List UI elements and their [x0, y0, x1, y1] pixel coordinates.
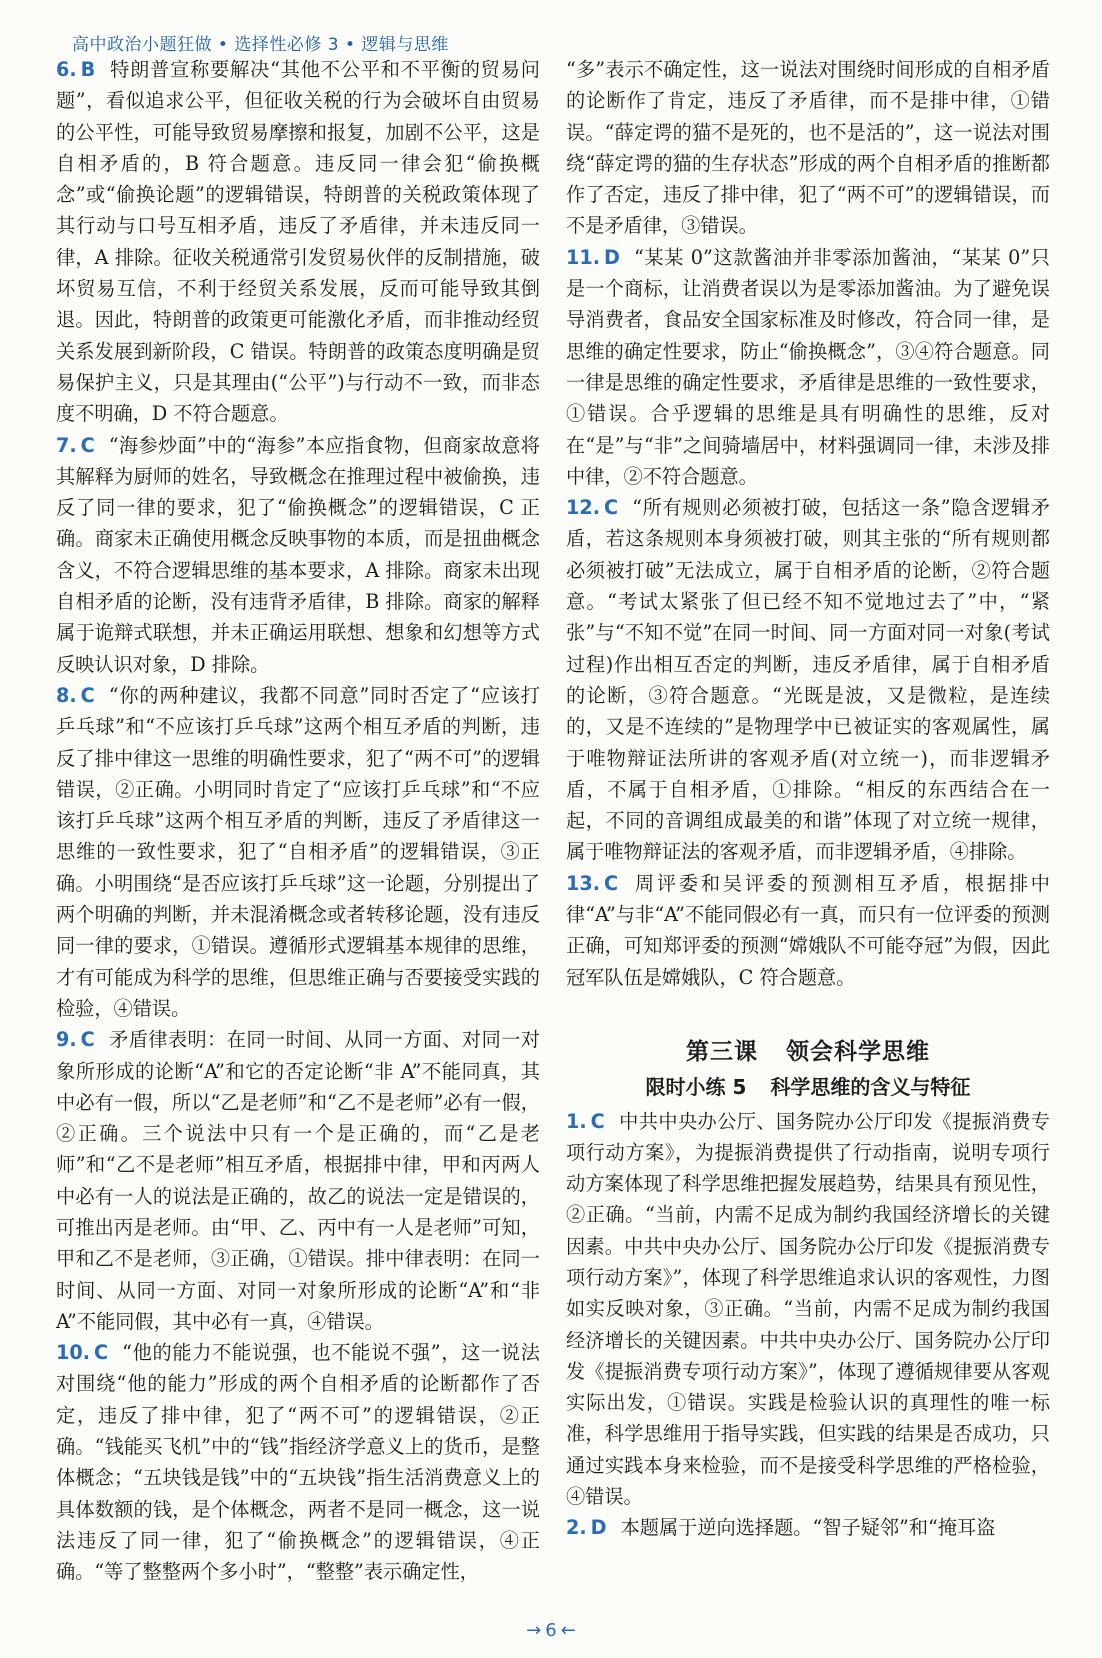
item-answer: C: [80, 433, 95, 457]
item-answer: C: [590, 1109, 605, 1133]
item-answer: C: [80, 1028, 95, 1052]
right-column: [566, 54, 1050, 1544]
item-number: 10.: [56, 1341, 90, 1365]
answer-item-11: [566, 242, 1050, 492]
left-column: [56, 54, 540, 1588]
answer-item-1: [566, 1106, 1050, 1513]
item-explanation: “海参炒面”中的“海参”本应指食物，但商家故意将其解释为厨师的姓名，导致概念在推理过程中被偷换，违反了同一律的要求，犯了“偷换概念”的逻辑错误，C 正确。商家未正确使用概念反映事物的本质，而是扭曲概念含义，不符合逻辑思维的基本要求，A 排除。商家未出现自相矛盾的论断，没有违背矛盾律，B 排除。商家的解释属于诡辩式联想，并未正确运用联想、想象和幻想等方式反映认识对象，D 排除。: [56, 433, 540, 676]
item-explanation: 周评委和吴评委的预测相互矛盾，根据排中律“A”与非“A”不能同假必有一真，而只有一位评委的预测正确，可知郑评委的预测“嫦娥队不可能夺冠”为假，因此冠军队伍是嫦娥队，C 符合题意。: [566, 871, 1050, 989]
item-number: 12.: [566, 496, 600, 520]
item-explanation: “你的两种建议，我都不同意”同时否定了“应该打乒乓球”和“不应该打乒乓球”这两个相互矛盾的判断，违反了排中律这一思维的明确性要求，犯了“两不可”的逻辑错误，②正确。小明同时肯定了“应该打乒乓球”和“不应该打乒乓球”这两个相互矛盾的判断，违反了矛盾律这一思维的一致性要求，犯了“自相矛盾”的逻辑错误，③正确。小明围绕“是否应该打乒乓球”这一论题，分别提出了两个明确的判断，并未混淆概念或者转移论题，没有违反同一律的要求，①错误。遵循形式逻辑基本规律的思维，才有可能成为科学的思维，但思维正确与否要接受实践的检验，④错误。: [56, 683, 540, 1020]
item-answer: D: [604, 245, 620, 269]
item-explanation: “他的能力不能说强，也不能说不强”，这一说法对围绕“他的能力”形成的两个自相矛盾的论断都作了否定，违反了排中律，犯了“两不可”的逻辑错误，②正确。“钱能买飞机”中的“钱”指经济学意义上的货币，是整体概念；“五块钱是钱”中的“五块钱”指生活消费意义上的具体数额的钱，是个体概念，两者不是同一概念，这一说法违反了同一律，犯了“偷换概念”的逻辑错误，④正确。“等了整整两个多小时”，“整整”表示确定性，: [56, 1341, 540, 1584]
lesson-label: 第三课: [686, 1038, 758, 1065]
page-number: 6: [545, 1620, 557, 1641]
left-arrow-icon: ←: [560, 1620, 576, 1641]
drill-heading: [566, 1072, 1050, 1103]
answer-item-7: [56, 430, 540, 680]
answer-item-9: [56, 1024, 540, 1337]
answer-item-10: [56, 1337, 540, 1587]
item-answer: C: [94, 1341, 109, 1365]
item-explanation: 矛盾律表明：在同一时间、从同一方面、对同一对象所形成的论断“A”和它的否定论断“非 A”不能同真，其中必有一假，所以“乙是老师”和“乙不是老师”必有一假，②正确。三个说法中只有一个是正确的，而“乙是老师”和“乙不是老师”相互矛盾，根据排中律，甲和丙两人中必有一人的说法是正确的，故乙的说法一定是错误的，可推出丙是老师。由“甲、乙、丙中有一人是老师”可知，甲和乙不是老师，③正确，①错误。排中律表明：在同一时间、从同一方面、对同一对象所形成的论断“A”和“非 A”不能同假，其中必有一真，④错误。: [56, 1028, 540, 1333]
item-answer: C: [80, 683, 95, 707]
item-number: 11.: [566, 245, 600, 269]
item-answer: C: [604, 871, 619, 895]
item-explanation: 中共中央办公厅、国务院办公厅印发《提振消费专项行动方案》，为提振消费提供了行动指南，说明专项行动方案体现了科学思维把握发展趋势，结果具有预见性，②正确。“当前，内需不足成为制约我国经济增长的关键因素。中共中央办公厅、国务院办公厅印发《提振消费专项行动方案》”，体现了科学思维追求认识的客观性，力图如实反映对象，③正确。“当前，内需不足成为制约我国经济增长的关键因素。中共中央办公厅、国务院办公厅印发《提振消费专项行动方案》”，体现了遵循规律要从客观实际出发，①错误。实践是检验认识的真理性的唯一标准，科学思维用于指导实践，但实践的结果是否成功，只通过实践本身来检验，而不是接受科学思维的严格检验，④错误。: [566, 1109, 1050, 1509]
item-number: 2.: [566, 1516, 587, 1540]
item-explanation: “某某 0”这款酱油并非零添加酱油，“某某 0”只是一个商标，让消费者误以为是零添加酱油。为了避免误导消费者，食品安全国家标准及时修改，符合同一律，是思维的确定性要求，防止“偷换概念”，③④符合题意。同一律是思维的确定性要求，矛盾律是思维的一致性要求，①错误。合乎逻辑的思维是具有明确性的思维，反对在“是”与“非”之间骑墙居中，材料强调同一律，未涉及排中律，②不符合题意。: [566, 245, 1050, 488]
item-answer: D: [590, 1516, 607, 1540]
right-arrow-icon: →: [526, 1620, 542, 1641]
item-explanation: “多”表示不确定性，这一说法对围绕时间形成的自相矛盾的论断作了肯定，违反了矛盾律，而不是排中律，①错误。“薛定谔的猫不是死的，也不是活的”，这一说法对围绕“薛定谔的猫的生存状态”形成的两个自相矛盾的推断都作了否定，违反了排中律，犯了“两不可”的逻辑错误，而不是矛盾律，③错误。: [566, 58, 1050, 238]
item-explanation: “所有规则必须被打破，包括这一条”隐含逻辑矛盾，若这条规则本身须被打破，则其主张的“所有规则都必须被打破”无法成立，属于自相矛盾的论断，②符合题意。“考试太紧张了但已经不知不觉地过去了”中，“紧张”与“不知不觉”在同一时间、同一方面对同一对象(考试过程)作出相互否定的判断，违反矛盾律，属于自相矛盾的论断，③符合题意。“光既是波，又是微粒，是连续的，又是不连续的”是物理学中已被证实的客观属性，属于唯物辩证法所讲的客观矛盾(对立统一)，而非逻辑矛盾，不属于自相矛盾，①排除。“相反的东西结合在一起，不同的音调组成最美的和谐”体现了对立统一规律，属于唯物辩证法的客观矛盾，而非逻辑矛盾，④排除。: [566, 496, 1050, 864]
item-answer: C: [604, 496, 619, 520]
item-answer: B: [80, 58, 96, 81]
answer-item-10-continued: [566, 54, 1050, 242]
drill-label: 限时小练 5: [645, 1075, 747, 1100]
answer-item-6: [56, 54, 540, 430]
lesson-heading: [566, 1037, 1050, 1068]
item-number: 6.: [56, 58, 77, 81]
drill-title: 科学思维的含义与特征: [770, 1075, 971, 1100]
item-explanation: 特朗普宣称要解决“其他不公平和不平衡的贸易问题”，看似追求公平，但征收关税的行为会破坏自由贸易的公平性，可能导致贸易摩擦和报复，加剧不公平，这是自相矛盾的，B 符合题意。违反同一律会犯“偷换概念”或“偷换论题”的逻辑错误，特朗普的关税政策体现了其行动与口号互相矛盾，违反了矛盾律，并未违反同一律，A 排除。征收关税通常引发贸易伙伴的反制措施，破坏贸易互信，不利于经贸关系发展，反而可能导致其倒退。因此，特朗普的政策更可能激化矛盾，而非推动经贸关系发展到新阶段，C 错误。特朗普的政策态度明确是贸易保护主义，只是其理由(“公平”)与行动不一致，而非态度不明确，D 不符合题意。: [56, 58, 540, 426]
running-header: 高中政治小题狂做 • 选择性必修 3 • 逻辑与思维: [72, 35, 449, 55]
item-number: 8.: [56, 683, 77, 707]
item-number: 1.: [566, 1109, 587, 1133]
answer-item-8: [56, 680, 540, 1024]
item-number: 9.: [56, 1028, 77, 1052]
answer-item-13: [566, 868, 1050, 993]
item-number: 13.: [566, 871, 600, 895]
answer-item-12: [566, 492, 1050, 868]
answer-item-2: [566, 1512, 1050, 1543]
item-explanation: 本题属于逆向选择题。“智子疑邻”和“掩耳盗: [620, 1516, 996, 1540]
lesson-title: 领会科学思维: [786, 1038, 930, 1065]
page-footer: [0, 1620, 1102, 1641]
item-number: 7.: [56, 433, 77, 457]
